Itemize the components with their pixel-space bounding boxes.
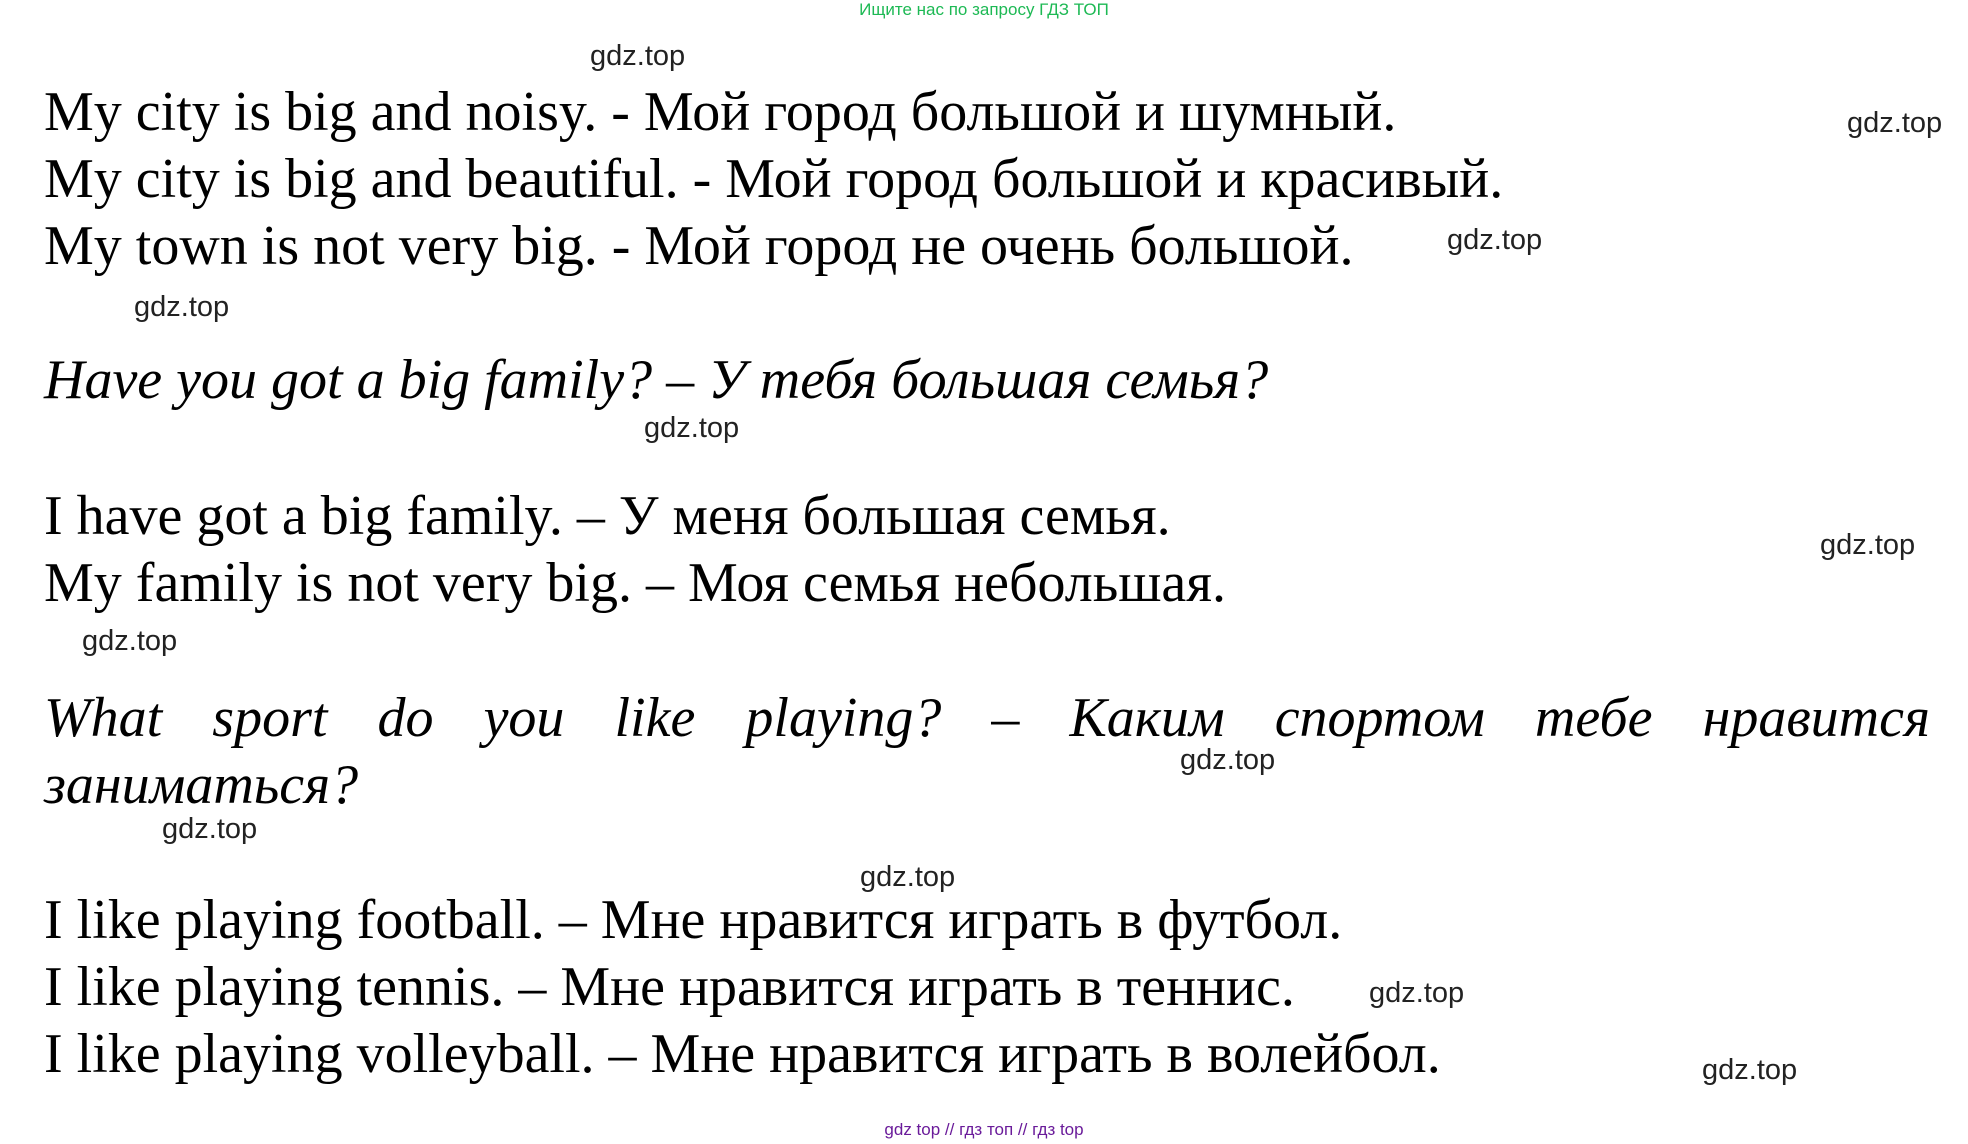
- question-big-family: Have you got a big family? – У тебя большая семья?: [44, 349, 1269, 411]
- sentence-family-not-big: My family is not very big. – Моя семья небольшая.: [44, 552, 1226, 614]
- watermark: gdz.top: [1369, 977, 1465, 1009]
- sentence-city-beautiful: My city is big and beautiful. - Мой город большой и красивый.: [44, 148, 1504, 210]
- question-sport-line2: заниматься?: [44, 754, 359, 816]
- top-banner: Ищите нас по запросу ГДЗ ТОП: [859, 0, 1109, 19]
- sentence-football: I like playing football. – Мне нравится играть в футбол.: [44, 889, 1343, 951]
- footer-links: gdz top // гдз топ // гдз top: [884, 1120, 1084, 1139]
- watermark: gdz.top: [162, 813, 258, 845]
- watermark: gdz.top: [860, 861, 956, 893]
- sentence-tennis: I like playing tennis. – Мне нравится играть в теннис.: [44, 956, 1295, 1018]
- watermark: gdz.top: [590, 40, 686, 72]
- watermark: gdz.top: [1702, 1054, 1798, 1086]
- sentence-town-not-big: My town is not very big. - Мой город не очень большой.: [44, 215, 1354, 277]
- sentence-city-noisy: My city is big and noisy. - Мой город большой и шумный.: [44, 81, 1397, 143]
- watermark: gdz.top: [1447, 224, 1543, 256]
- watermark: gdz.top: [82, 625, 178, 657]
- watermark: gdz.top: [1820, 529, 1916, 561]
- watermark: gdz.top: [1847, 107, 1943, 139]
- sentence-volleyball: I like playing volleyball. – Мне нравится играть в волейбол.: [44, 1023, 1441, 1085]
- watermark: gdz.top: [134, 291, 230, 323]
- watermark: gdz.top: [1180, 744, 1276, 776]
- question-sport-line1: What sport do you like playing? – Каким спортом тебе нравится: [44, 687, 1930, 749]
- sentence-have-big-family: I have got a big family. – У меня большая семья.: [44, 485, 1171, 547]
- watermark: gdz.top: [644, 412, 740, 444]
